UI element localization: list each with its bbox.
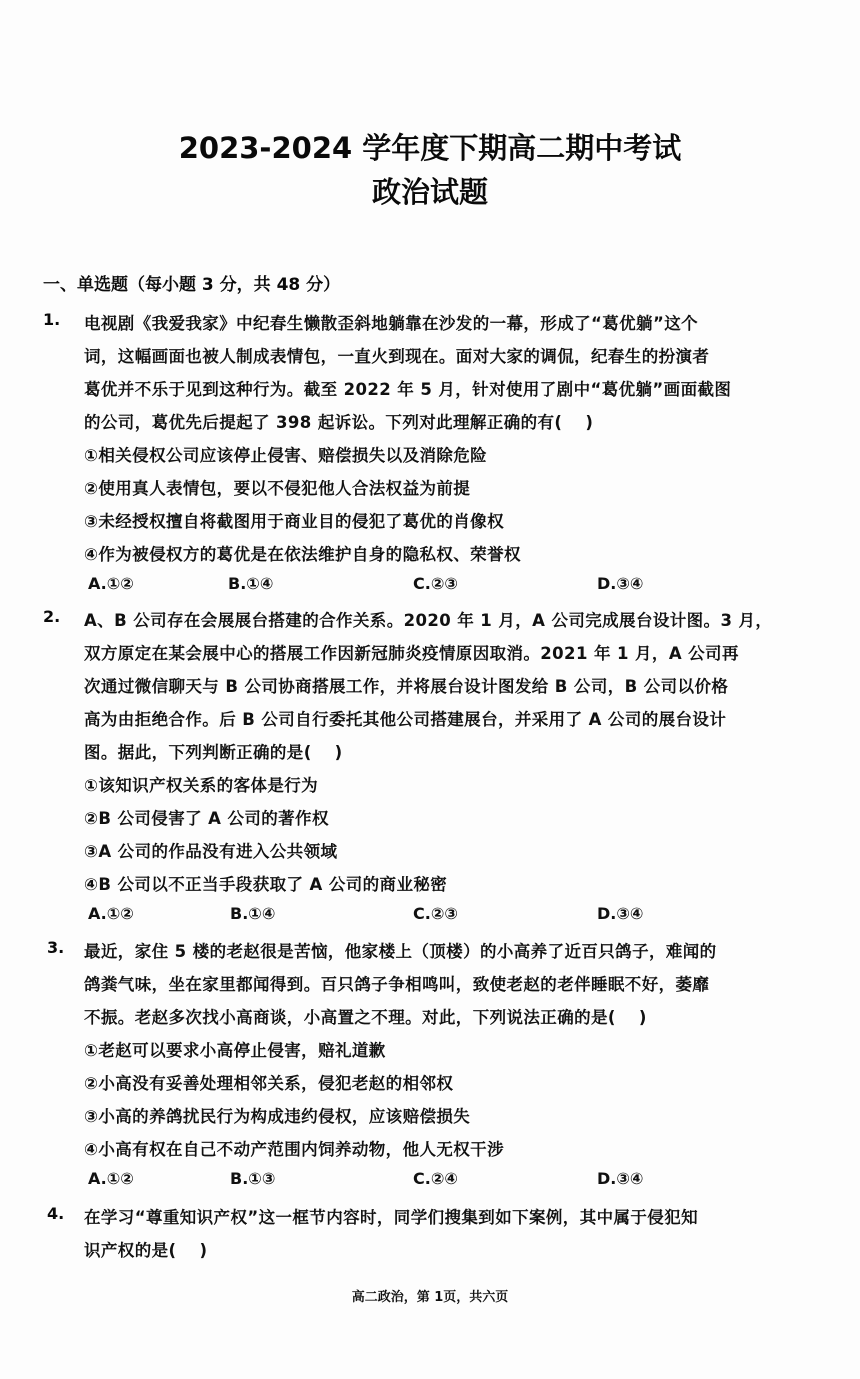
exam-subtitle: 政治试题 [371,175,488,209]
exam-title: 2023-2024 学年度下期高二期中考试 [178,131,682,165]
statement: ④小高有权在自己不动产范围内饲养动物，他人无权干涉 [84,1140,504,1159]
question-stem-line: 的公司，葛优先后提起了 398 起诉讼。下列对此理解正确的有( ) [84,413,594,432]
question-number: 4. [47,1204,65,1223]
statement: ①相关侵权公司应该停止侵害、赔偿损失以及消除危险 [84,446,488,465]
choice-d: D.③④ [597,1169,644,1188]
choice-b: B.①④ [230,904,276,923]
statement: ③未经授权擅自将截图用于商业目的侵犯了葛优的肖像权 [84,512,504,531]
statement: ②使用真人表情包，要以不侵犯他人合法权益为前提 [84,479,471,498]
choice-c: C.②③ [413,904,458,923]
question-number: 3. [47,938,65,957]
question-stem-line: 次通过微信聊天与 B 公司协商搭展工作，并将展台设计图发给 B 公司，B 公司以价格 [84,677,729,696]
statement: ①老赵可以要求小高停止侵害，赔礼道歉 [84,1041,386,1060]
question-stem-line: 词，这幅画面也被人制成表情包，一直火到现在。面对大家的调侃，纪春生的扮演者 [84,347,710,366]
question-number: 1. [43,310,61,329]
question-number: 2. [43,607,61,626]
choice-c: C.②③ [413,574,458,593]
question-stem-line: 双方原定在某会展中心的搭展工作因新冠肺炎疫情原因取消。2021 年 1 月，A 公司再 [84,644,739,663]
choice-a: A.①② [88,574,134,593]
question-stem-line: 鸽粪气味，坐在家里都闻得到。百只鸽子争相鸣叫，致使老赵的老伴睡眠不好，萎靡 [84,975,710,994]
question-stem-line: A、B 公司存在会展展台搭建的合作关系。2020 年 1 月，A 公司完成展台设计图。3 月， [84,611,773,630]
question-stem-line: 电视剧《我爱我家》中纪春生懒散歪斜地躺靠在沙发的一幕，形成了“葛优躺”这个 [84,314,698,333]
statement: ④作为被侵权方的葛优是在依法维护自身的隐私权、荣誉权 [84,545,521,564]
question-stem-line: 不振。老赵多次找小高商谈，小高置之不理。对此，下列说法正确的是( ) [84,1008,647,1027]
question-stem-line: 最近，家住 5 楼的老赵很是苦恼，他家楼上（顶楼）的小高养了近百只鸽子，难闻的 [84,942,717,961]
choice-b: B.①④ [228,574,274,593]
choice-b: B.①③ [230,1169,276,1188]
statement: ③A 公司的作品没有进入公共领域 [84,842,338,861]
statement: ④B 公司以不正当手段获取了 A 公司的商业秘密 [84,875,448,894]
statement: ②小高没有妥善处理相邻关系，侵犯老赵的相邻权 [84,1074,454,1093]
choice-a: A.①② [88,1169,134,1188]
statement: ③小高的养鸽扰民行为构成违约侵权，应该赔偿损失 [84,1107,471,1126]
choice-c: C.②④ [413,1169,458,1188]
statement: ①该知识产权关系的客体是行为 [84,776,319,795]
section-heading: 一、单选题（每小题 3 分，共 48 分） [43,275,341,295]
question-stem-line: 在学习“尊重知识产权”这一框节内容时，同学们搜集到如下案例，其中属于侵犯知 [84,1208,698,1227]
choice-d: D.③④ [597,904,644,923]
choice-a: A.①② [88,904,134,923]
question-stem-line: 图。据此，下列判断正确的是( ) [84,743,343,762]
page-footer: 高二政治，第 1页，共六页 [351,1290,509,1305]
statement: ②B 公司侵害了 A 公司的著作权 [84,809,329,828]
question-stem-line: 识产权的是( ) [84,1241,208,1260]
question-stem-line: 葛优并不乐于见到这种行为。截至 2022 年 5 月，针对使用了剧中“葛优躺”画面截图 [84,380,732,399]
choice-d: D.③④ [597,574,644,593]
question-stem-line: 高为由拒绝合作。后 B 公司自行委托其他公司搭建展台，并采用了 A 公司的展台设计 [84,710,727,729]
